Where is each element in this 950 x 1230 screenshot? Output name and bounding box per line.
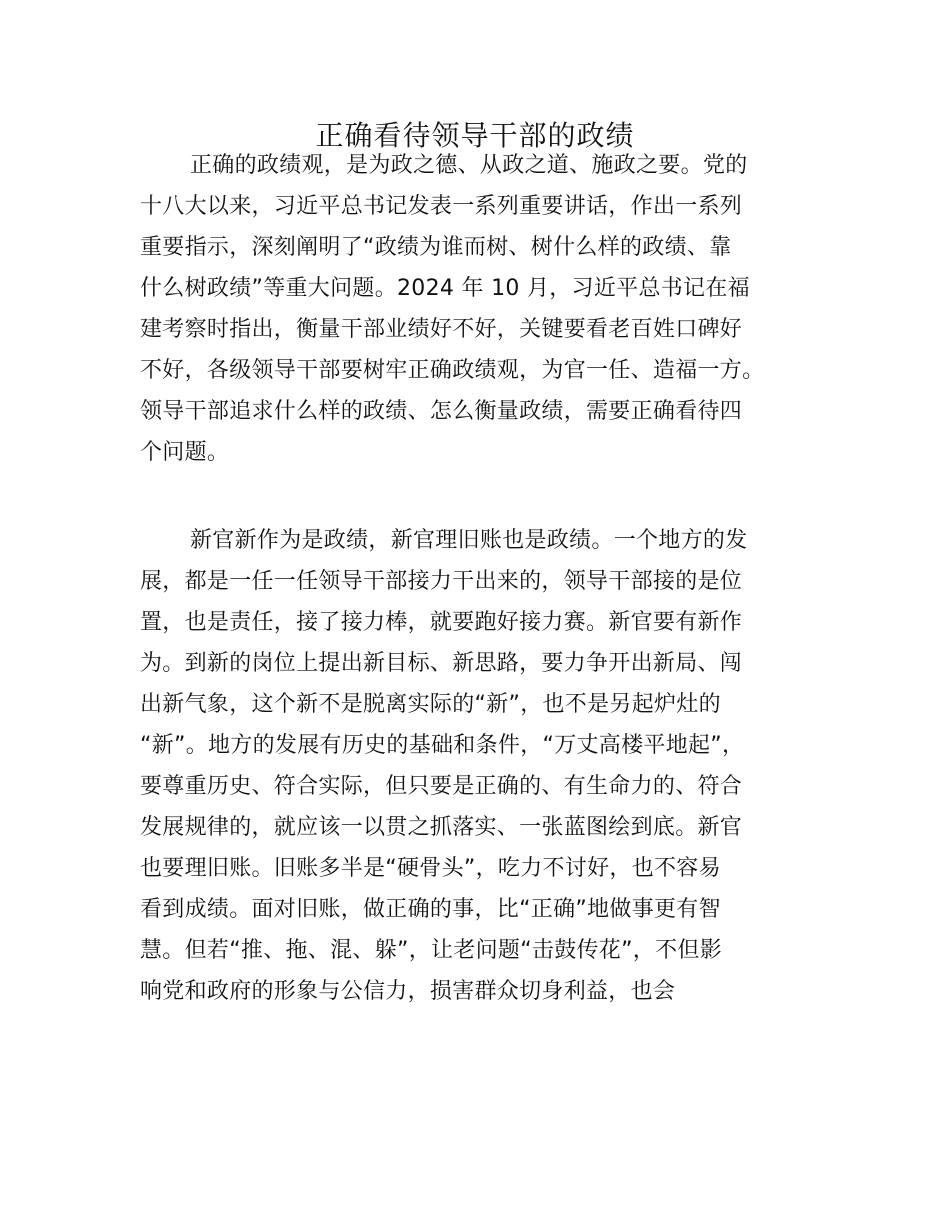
paragraph-line: 正确的政绩观，是为政之德、从政之道、施政之要。党的 bbox=[190, 153, 748, 178]
paragraph-line: 响党和政府的形象与公信力，损害群众切身利益，也会 bbox=[140, 979, 676, 1004]
paragraph-line: 重要指示，深刻阐明了“政绩为谁而树、树什么样的政绩、靠 bbox=[140, 235, 732, 260]
paragraph-line: 新官新作为是政绩，新官理旧账也是政绩。一个地方的发 bbox=[190, 528, 748, 553]
paragraph-line: 为。到新的岗位上提出新目标、新思路，要力争开出新局、闯 bbox=[140, 651, 743, 676]
paragraph-line: 领导干部追求什么样的政绩、怎么衡量政绩，需要正确看待四 bbox=[140, 399, 743, 424]
paragraph-line: “新”。地方的发展有历史的基础和条件，“万丈高楼平地起”， bbox=[140, 733, 745, 758]
paragraph-line: 出新气象，这个新不是脱离实际的“新”，也不是另起炉灶的 bbox=[140, 692, 721, 717]
paragraph-line: 什么树政绩”等重大问题。2024 年 10 月，习近平总书记在福 bbox=[140, 276, 750, 301]
paragraph-line: 也要理旧账。旧账多半是“硬骨头”，吃力不讨好，也不容易 bbox=[140, 856, 721, 881]
paragraph-line: 十八大以来，习近平总书记发表一系列重要讲话，作出一系列 bbox=[140, 194, 743, 219]
paragraph-line: 发展规律的，就应该一以贯之抓落实、一张蓝图绘到底。新官 bbox=[140, 815, 743, 840]
paragraph-line: 要尊重历史、符合实际，但只要是正确的、有生命力的、符合 bbox=[140, 774, 743, 799]
paragraph-line: 个问题。 bbox=[140, 440, 230, 465]
paragraph-line: 置，也是责任，接了接力棒，就要跑好接力赛。新官要有新作 bbox=[140, 610, 743, 635]
paragraph-1 bbox=[140, 145, 830, 473]
document-title: 正确看待领导干部的政绩 bbox=[315, 119, 635, 152]
paragraph-line: 展，都是一任一任领导干部接力干出来的，领导干部接的是位 bbox=[140, 569, 743, 594]
paragraph-line: 看到成绩。面对旧账，做正确的事，比“正确”地做事更有智 bbox=[140, 897, 721, 922]
paragraph-2 bbox=[140, 520, 830, 1012]
paragraph-line: 建考察时指出，衡量干部业绩好不好，关键要看老百姓口碑好 bbox=[140, 317, 743, 342]
paragraph-line: 不好，各级领导干部要树牢正确政绩观，为官一任、造福一方。 bbox=[140, 358, 765, 383]
paragraph-line: 慧。但若“推、拖、混、躲”，让老问题“击鼓传花”，不但影 bbox=[140, 938, 722, 963]
